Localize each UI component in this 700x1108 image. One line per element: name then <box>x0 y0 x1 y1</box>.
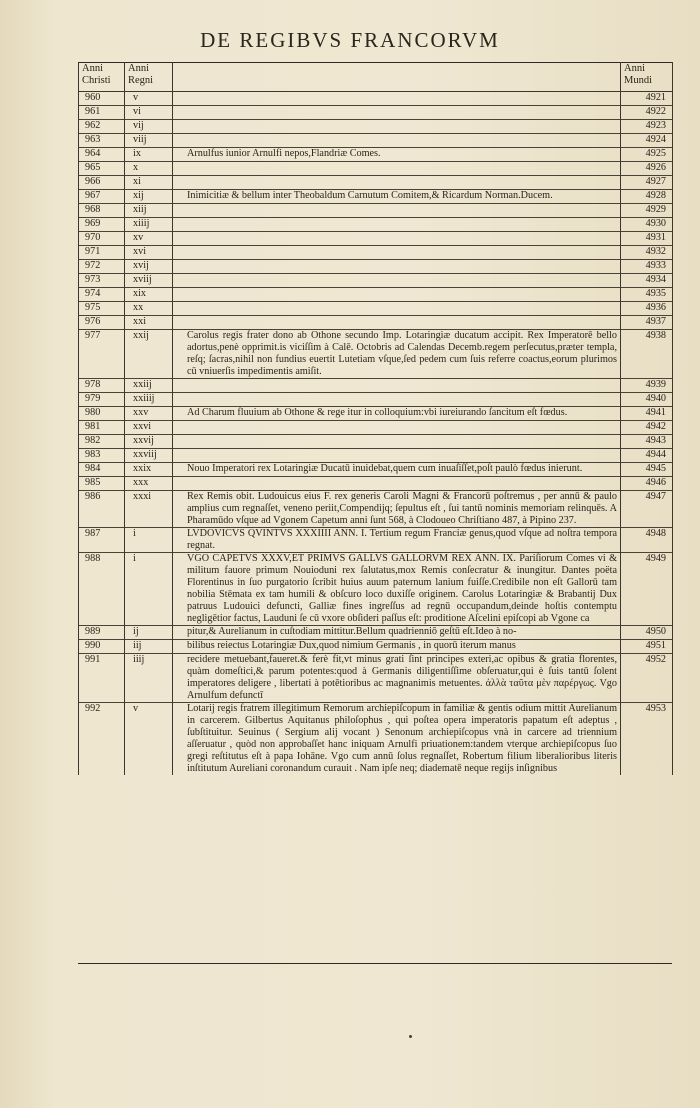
event-text-cell <box>173 92 621 106</box>
table-row <box>79 316 673 330</box>
event-text-cell <box>173 316 621 330</box>
table-row <box>79 134 673 148</box>
anno-christi-cell: 969 <box>79 218 125 232</box>
chronology-table <box>78 62 673 775</box>
anno-mundi-cell: 4946 <box>621 477 673 491</box>
anno-regni-cell: i <box>125 553 173 626</box>
table-row <box>79 654 673 703</box>
anno-christi-cell: 963 <box>79 134 125 148</box>
anno-mundi-cell: 4940 <box>621 393 673 407</box>
anno-mundi-cell: 4939 <box>621 379 673 393</box>
event-text-cell <box>173 176 621 190</box>
table-row <box>79 92 673 106</box>
anno-mundi-cell: 4950 <box>621 626 673 640</box>
anno-christi-cell: 988 <box>79 553 125 626</box>
anno-regni-cell: xvij <box>125 260 173 274</box>
table-row <box>79 330 673 379</box>
anno-christi-cell: 965 <box>79 162 125 176</box>
anno-regni-cell: iij <box>125 640 173 654</box>
table-row <box>79 626 673 640</box>
anno-mundi-cell: 4949 <box>621 553 673 626</box>
anno-christi-cell: 985 <box>79 477 125 491</box>
anno-christi-cell: 973 <box>79 274 125 288</box>
anno-christi-cell: 981 <box>79 421 125 435</box>
anno-regni-cell: v <box>125 703 173 776</box>
anno-mundi-cell: 4923 <box>621 120 673 134</box>
event-text-cell <box>173 246 621 260</box>
table-row <box>79 162 673 176</box>
anno-christi-cell: 960 <box>79 92 125 106</box>
anno-regni-cell: xix <box>125 288 173 302</box>
anno-mundi-cell: 4933 <box>621 260 673 274</box>
event-text-cell: Inimicitiæ & bellum inter Theobaldum Carnutum Comitem,& Ricardum Norman.Ducem. <box>173 190 621 204</box>
anno-mundi-cell: 4937 <box>621 316 673 330</box>
event-text-cell <box>173 260 621 274</box>
event-text-cell: bilibus reiectus Lotaringiæ Dux,quod nimium Germanis , in quorū iterum manus <box>173 640 621 654</box>
event-text-cell: pitur,& Aurelianum in cuſtodiam mittitur.Bellum quadrienniō geſtū eſt.Ideo à no- <box>173 626 621 640</box>
anno-mundi-cell: 4930 <box>621 218 673 232</box>
table-row <box>79 421 673 435</box>
anno-christi-cell: 975 <box>79 302 125 316</box>
anno-regni-cell: xviij <box>125 274 173 288</box>
event-text-cell <box>173 393 621 407</box>
event-text-cell <box>173 120 621 134</box>
event-text-cell <box>173 435 621 449</box>
table-row <box>79 232 673 246</box>
anno-christi-cell: 976 <box>79 316 125 330</box>
anno-regni-cell: xxx <box>125 477 173 491</box>
anno-regni-cell: xiiij <box>125 218 173 232</box>
anno-regni-cell: xiij <box>125 204 173 218</box>
table-row <box>79 190 673 204</box>
table-row <box>79 393 673 407</box>
anno-regni-cell: viij <box>125 134 173 148</box>
table-row <box>79 449 673 463</box>
event-text-cell <box>173 379 621 393</box>
event-text-cell <box>173 218 621 232</box>
anno-regni-cell: xxviij <box>125 449 173 463</box>
table-row <box>79 274 673 288</box>
event-text-cell <box>173 232 621 246</box>
event-text-cell <box>173 204 621 218</box>
anno-christi-cell: 967 <box>79 190 125 204</box>
anno-mundi-cell: 4953 <box>621 703 673 776</box>
anno-mundi-cell: 4945 <box>621 463 673 477</box>
anno-christi-cell: 972 <box>79 260 125 274</box>
anno-regni-cell: xxij <box>125 330 173 379</box>
table-row <box>79 379 673 393</box>
event-text-cell: Arnulfus iunior Arnulfi nepos,Flandriæ Comes. <box>173 148 621 162</box>
table-row <box>79 640 673 654</box>
event-text-cell: Lotarij regis fratrem illegitimum Remorum archiepiſcopum in familiæ & gentis odium mittit Aurelianum in carcerem. Gilbertus Aquitanus philoſophus , qui poſtea opera imperatoris papatum eſt adeptus , ſubſtituitur. Seuinus ( Sergium alij vocant ) Senonum archiepiſcopus vnà in carcere ad triennium aſſeruatur , quòd non approbaſſet hanc iniquam Arnulfi priuationem:tandem vterque archiepiſcopus ſuo gregi reſtitutus eſt à papa Iohāne. Vgo cum annū ſolus regnaſſet, Robertum filium liberalioribus literis inſtitutum Aureliani coronandum curauit . Nam ipſe neq; diadematē neque regijs inſignibus <box>173 703 621 776</box>
anno-regni-cell: xxi <box>125 316 173 330</box>
anno-regni-cell: xxvi <box>125 421 173 435</box>
anno-christi-cell: 978 <box>79 379 125 393</box>
page-mark <box>409 1035 412 1038</box>
table-row <box>79 407 673 421</box>
table-row <box>79 435 673 449</box>
table-row <box>79 553 673 626</box>
event-text-cell: Ad Charum fluuium ab Othone & rege itur in colloquium:vbi iureiurando ſancitum eſt fœdus. <box>173 407 621 421</box>
event-text-cell <box>173 477 621 491</box>
anno-regni-cell: xi <box>125 176 173 190</box>
anno-regni-cell: iiij <box>125 654 173 703</box>
table-header-row <box>79 63 673 92</box>
anno-christi-cell: 986 <box>79 491 125 528</box>
table-row <box>79 246 673 260</box>
table-row <box>79 703 673 776</box>
event-text-cell: Rex Remis obit. Ludouicus eius F. rex generis Caroli Magni & Francorū poſtremus , per annū & paulo amplius cum regnaſſet, veneno periit,Compendijq; ſepultus eſt , ſui tantū nominis memoriam relinquēs. A Pharamūdo vſque ad Vgonem Capetum anni ſunt 568, à Clodoueo Chriſtiano 487, à Pipino 237. <box>173 491 621 528</box>
header-events <box>173 63 621 92</box>
anno-christi-cell: 966 <box>79 176 125 190</box>
anno-christi-cell: 992 <box>79 703 125 776</box>
anno-regni-cell: xx <box>125 302 173 316</box>
event-text-cell <box>173 274 621 288</box>
event-text-cell <box>173 302 621 316</box>
anno-regni-cell: xv <box>125 232 173 246</box>
table-row <box>79 218 673 232</box>
table-row <box>79 528 673 553</box>
anno-mundi-cell: 4924 <box>621 134 673 148</box>
anno-mundi-cell: 4935 <box>621 288 673 302</box>
event-text-cell: Carolus regis frater dono ab Othone secundo Imp. Lotaringiæ ducatum accipit. Rex Imperatorē bello adortus,penè opprimit.is viciſſim à Calē. Octobris ad Calendas Decemb.regem perſecutus,præter templa, reſq; ſacras,nihil non fundius euertit Lutetiam vſque,ſed pedem cum ſuis referre coactus,eorum plurimos cū vniuerſis impedimentis amiſit. <box>173 330 621 379</box>
anno-mundi-cell: 4932 <box>621 246 673 260</box>
anno-mundi-cell: 4938 <box>621 330 673 379</box>
anno-christi-cell: 990 <box>79 640 125 654</box>
anno-christi-cell: 977 <box>79 330 125 379</box>
table-row <box>79 491 673 528</box>
anno-mundi-cell: 4926 <box>621 162 673 176</box>
anno-regni-cell: xxiiij <box>125 393 173 407</box>
table-row <box>79 302 673 316</box>
table-row <box>79 477 673 491</box>
header-anni-christi: Anni Christi <box>79 63 125 92</box>
anno-mundi-cell: 4922 <box>621 106 673 120</box>
anno-regni-cell: v <box>125 92 173 106</box>
table-row <box>79 120 673 134</box>
anno-christi-cell: 964 <box>79 148 125 162</box>
anno-christi-cell: 961 <box>79 106 125 120</box>
anno-christi-cell: 979 <box>79 393 125 407</box>
table-row <box>79 463 673 477</box>
event-text-cell <box>173 288 621 302</box>
table-row <box>79 288 673 302</box>
anno-regni-cell: xxxi <box>125 491 173 528</box>
anno-mundi-cell: 4927 <box>621 176 673 190</box>
anno-regni-cell: xxvij <box>125 435 173 449</box>
anno-mundi-cell: 4936 <box>621 302 673 316</box>
event-text-cell: VGO CAPETVS XXXV,ET PRIMVS GALLVS GALLORVM REX ANN. IX. Pariſiorum Comes vi & militum fauore primum Nouioduni rex ſalutatus,mox Remis conſecratur & inungitur. Dantes poëta Florentinus in ſuo purgatorio ſcribit huius auum paternum lanium fuiſſe.Credibile non eſt Gallorū tam nobilia Stēmata ex tam humili & obſcuro loco duxiſſe originem. Carolus Lotaringiæ & Brabantij Dux patruus Ludouici defuncti, Galliæ fines ingreſſus ad regnū occupandum,deinde hoſtis contemptu negligētior factus, Lauduni ſe cū vxore obſideri paſſus eſt: proditione Aſcelini epiſcopi ab Vgone ca <box>173 553 621 626</box>
anno-christi-cell: 968 <box>79 204 125 218</box>
table-row <box>79 260 673 274</box>
anno-christi-cell: 982 <box>79 435 125 449</box>
anno-christi-cell: 970 <box>79 232 125 246</box>
table-bottom-rule <box>78 963 672 964</box>
anno-regni-cell: x <box>125 162 173 176</box>
header-anni-mundi: Anni Mundi <box>621 63 673 92</box>
anno-mundi-cell: 4944 <box>621 449 673 463</box>
anno-christi-cell: 989 <box>79 626 125 640</box>
table-row <box>79 204 673 218</box>
table-row <box>79 148 673 162</box>
anno-christi-cell: 987 <box>79 528 125 553</box>
event-text-cell <box>173 106 621 120</box>
anno-mundi-cell: 4947 <box>621 491 673 528</box>
anno-regni-cell: ix <box>125 148 173 162</box>
anno-mundi-cell: 4951 <box>621 640 673 654</box>
anno-regni-cell: xvi <box>125 246 173 260</box>
anno-mundi-cell: 4925 <box>621 148 673 162</box>
anno-regni-cell: i <box>125 528 173 553</box>
page-title: DE REGIBVS FRANCORVM <box>200 28 500 52</box>
anno-mundi-cell: 4942 <box>621 421 673 435</box>
event-text-cell <box>173 421 621 435</box>
event-text-cell <box>173 134 621 148</box>
anno-mundi-cell: 4948 <box>621 528 673 553</box>
event-text-cell: LVDOVICVS QVINTVS XXXIIII ANN. I. Tertium regum Franciæ genus,quod vſque ad noſtra tempora regnat. <box>173 528 621 553</box>
table-row <box>79 176 673 190</box>
header-anni-regni: Anni Regni <box>125 63 173 92</box>
anno-christi-cell: 984 <box>79 463 125 477</box>
anno-mundi-cell: 4931 <box>621 232 673 246</box>
anno-christi-cell: 983 <box>79 449 125 463</box>
anno-regni-cell: xxix <box>125 463 173 477</box>
anno-christi-cell: 991 <box>79 654 125 703</box>
anno-christi-cell: 980 <box>79 407 125 421</box>
anno-regni-cell: vij <box>125 120 173 134</box>
event-text-cell: Nouo Imperatori rex Lotaringiæ Ducatū inuidebat,quem cum inuaſiſſet,poſt paulò fœdus inierunt. <box>173 463 621 477</box>
anno-christi-cell: 974 <box>79 288 125 302</box>
anno-christi-cell: 962 <box>79 120 125 134</box>
anno-mundi-cell: 4929 <box>621 204 673 218</box>
anno-mundi-cell: 4941 <box>621 407 673 421</box>
event-text-cell <box>173 162 621 176</box>
anno-regni-cell: vi <box>125 106 173 120</box>
anno-mundi-cell: 4952 <box>621 654 673 703</box>
anno-mundi-cell: 4943 <box>621 435 673 449</box>
anno-mundi-cell: 4934 <box>621 274 673 288</box>
table-row <box>79 106 673 120</box>
anno-regni-cell: ij <box>125 626 173 640</box>
event-text-cell: recidere metuebant,faueret.& ferè fit,vt minus grati ſint principes exteri,ac opibus & gratia florentes, quàm domeſtici,& parum potentes:quod à Germanis diligentiſſime obſeruatur,qui è ſuis tantū ſolent imperatores deligere , libertati à potētioribus ac magnanimis metuentes. ἀλλὰ ταῦτα μὲν παρέργως. Vgo Arnulfum defunctī <box>173 654 621 703</box>
anno-regni-cell: xxiij <box>125 379 173 393</box>
anno-mundi-cell: 4921 <box>621 92 673 106</box>
anno-regni-cell: xxv <box>125 407 173 421</box>
event-text-cell <box>173 449 621 463</box>
anno-christi-cell: 971 <box>79 246 125 260</box>
anno-mundi-cell: 4928 <box>621 190 673 204</box>
anno-regni-cell: xij <box>125 190 173 204</box>
